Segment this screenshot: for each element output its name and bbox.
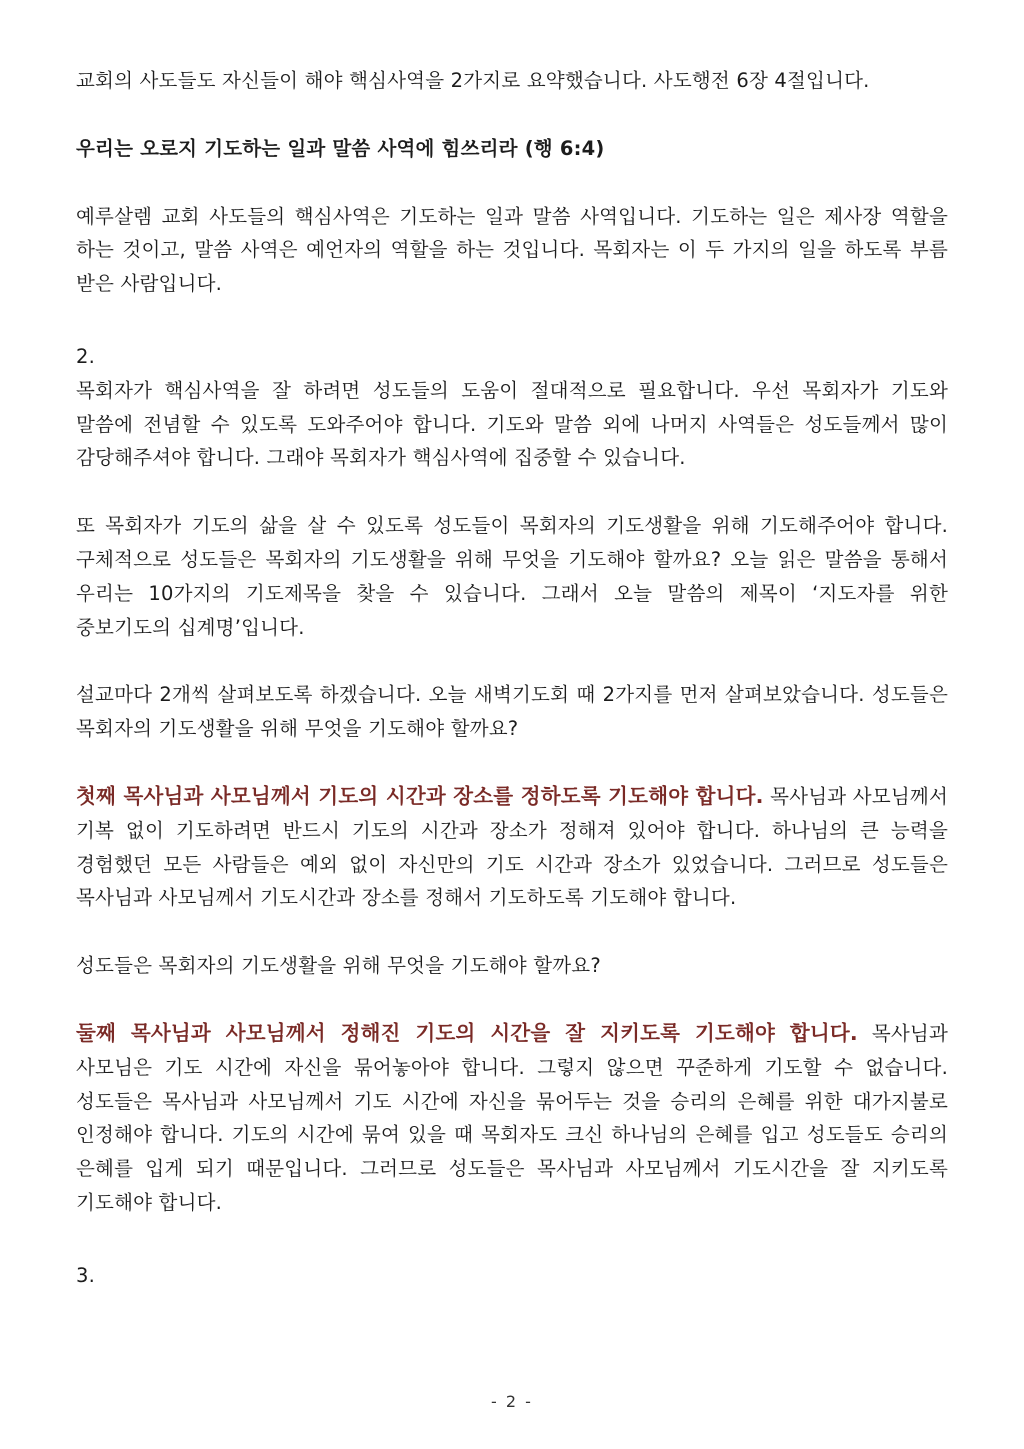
paragraph-congregation-help: 목회자가 핵심사역을 잘 하려면 성도들의 도움이 절대적으로 필요합니다. 우선 목회자가 기도와 말씀에 전념할 수 있도록 도와주어야 합니다. 기도와 말씀 외에 나머지 사역들은 성도들께서 많이 감당해주셔야 합니다. 그래야 목회자가 핵심사역에 집중할 수 있습니다. — [76, 378, 948, 470]
paragraph-second-point — [76, 1017, 948, 1220]
bible-verse-acts-6-4: 우리는 오로지 기도하는 일과 말씀 사역에 힘쓰리라 (행 6:4) — [76, 136, 605, 160]
second-point-heading: 둘째 목사님과 사모님께서 정해진 기도의 시간을 잘 지키도록 기도해야 합니다. — [76, 1020, 858, 1045]
paragraph-core-ministry: 예루살렘 교회 사도들의 핵심사역은 기도하는 일과 말씀 사역입니다. 기도하는 일은 제사장 역할을 하는 것이고, 말씀 사역은 예언자의 역할을 하는 것입니다. 목회자는 이 두 가지의 일을 하도록 부름 받은 사람입니다. — [76, 204, 948, 296]
page-number: - 2 - — [491, 1392, 533, 1411]
document-body — [76, 64, 948, 1293]
first-point-heading: 첫째 목사님과 사모님께서 기도의 시간과 장소를 정하도록 기도해야 합니다. — [76, 783, 764, 808]
second-point-body: 목사님과 사모님은 기도 시간에 자신을 묶어놓아야 합니다. 그렇지 않으면 꾸준하게 기도할 수 없습니다. 성도들은 목사님과 사모님께서 기도 시간에 자신을 묶어두는 것을 승리의 은혜를 위한 대가지불로 인정해야 합니다. 기도의 시간에 묶여 있을 때 목회자도 크신 하나님의 은혜를 입고 성도들도 승리의 은혜를 입게 되기 때문입니다. 그러므로 성도들은 목사님과 사모님께서 기도시간을 잘 지키도록 기도해야 합니다. — [76, 1021, 949, 1214]
paragraph-pray-for-pastor: 또 목회자가 기도의 삶을 살 수 있도록 성도들이 목회자의 기도생활을 위해 기도해주어야 합니다. 구체적으로 성도들은 목회자의 기도생활을 위해 무엇을 기도해야 할까요? 오늘 읽은 말씀을 통해서 우리는 10가지의 기도제목을 찾을 수 있습니다. 그래서 오늘 말씀의 제목이 ‘지도자를 위한 중보기도의 십계명’입니다. — [76, 514, 948, 639]
section-number-3: 3. — [76, 1263, 96, 1287]
paragraph-apostles-summary: 교회의 사도들도 자신들이 해야 핵심사역을 2가지로 요약했습니다. 사도행전 6장 4절입니다. — [76, 69, 870, 92]
section-number-2: 2. — [76, 344, 96, 368]
paragraph-sermon-plan: 설교마다 2개씩 살펴보도록 하겠습니다. 오늘 새벽기도회 때 2가지를 먼저 살펴보았습니다. 성도들은 목회자의 기도생활을 위해 무엇을 기도해야 할까요? — [76, 683, 948, 741]
paragraph-first-point — [76, 780, 948, 915]
first-point-body: 목사님과 사모님께서 기복 없이 기도하려면 반드시 기도의 시간과 장소가 정해져 있어야 합니다. 하나님의 큰 능력을 경험했던 모든 사람들은 예외 없이 자신만의 기도 시간과 장소가 있었습니다. 그러므로 성도들은 목사님과 사모님께서 기도시간과 장소를 정해서 기도하도록 기도해야 합니다. — [76, 784, 948, 910]
paragraph-question: 성도들은 목회자의 기도생활을 위해 무엇을 기도해야 할까요? — [76, 954, 601, 978]
